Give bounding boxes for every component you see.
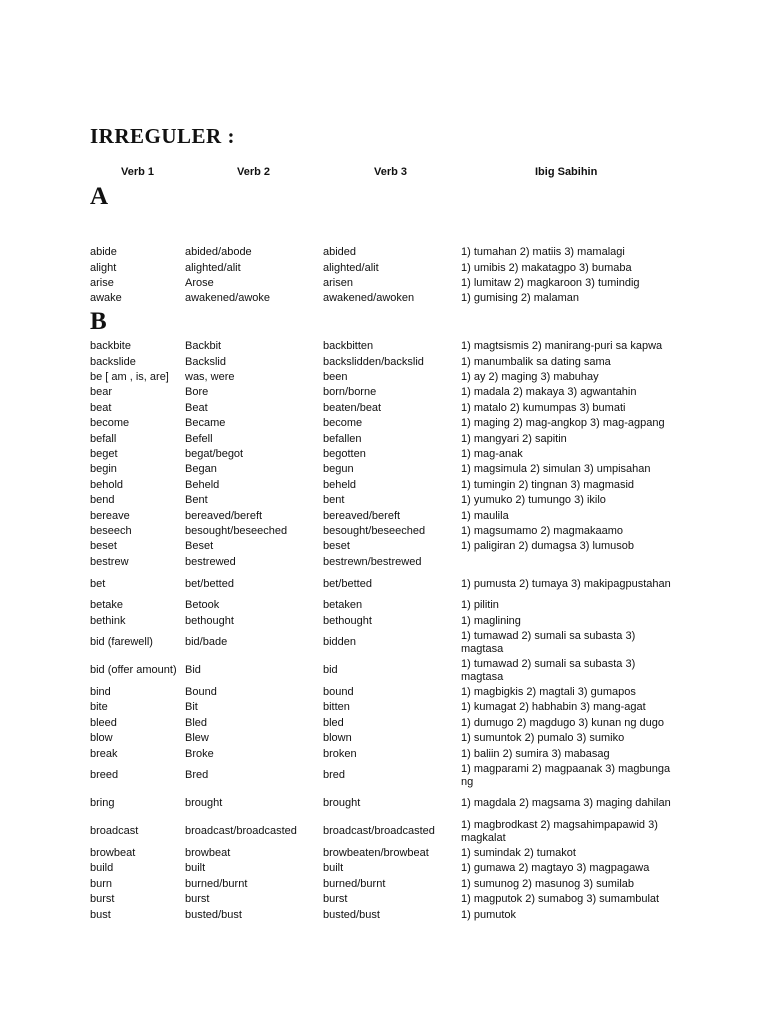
meaning-cell: 1) umibis 2) makatagpo 3) bumaba bbox=[461, 261, 632, 274]
verb3-cell: beset bbox=[323, 540, 350, 553]
verb2-cell: Backslid bbox=[185, 355, 226, 368]
verb3-cell: backbitten bbox=[323, 340, 374, 353]
verb2-cell: Bred bbox=[185, 769, 209, 782]
meaning-cell: 1) pumutok bbox=[461, 908, 517, 921]
verb1-cell: befall bbox=[90, 432, 117, 445]
verb2-cell: Beset bbox=[185, 540, 214, 553]
verb3-cell: begun bbox=[323, 463, 354, 476]
header-verb1: Verb 1 bbox=[121, 166, 155, 178]
verb3-cell: bent bbox=[323, 494, 345, 507]
verb2-cell: Betook bbox=[185, 599, 220, 612]
verb3-cell: bitten bbox=[323, 701, 350, 714]
verb2-cell: bid/bade bbox=[185, 636, 228, 649]
verb1-cell: broadcast bbox=[90, 825, 139, 838]
verb3-cell: bound bbox=[323, 685, 354, 698]
verb2-cell: bereaved/bereft bbox=[185, 509, 263, 522]
verb2-cell: Bled bbox=[185, 716, 208, 729]
verb3-cell: burst bbox=[323, 893, 348, 906]
verb1-cell: beat bbox=[90, 401, 112, 414]
verb1-cell: bleed bbox=[90, 716, 117, 729]
verb1-cell: backbite bbox=[90, 340, 131, 353]
table-row bbox=[0, 524, 768, 539]
verb3-cell: burned/burnt bbox=[323, 877, 386, 890]
verb1-cell: begin bbox=[90, 463, 117, 476]
meaning-cell: 1) magdala 2) magsama 3) maging dahilan bbox=[461, 797, 671, 810]
verb2-cell: Beat bbox=[185, 401, 208, 414]
table-row bbox=[0, 493, 768, 508]
header-verb2: Verb 2 bbox=[237, 166, 271, 178]
verb1-cell: burst bbox=[90, 893, 115, 906]
table-row bbox=[0, 370, 768, 385]
verb3-cell: bid bbox=[323, 664, 338, 677]
verb1-cell: awake bbox=[90, 292, 122, 305]
verb3-cell: broken bbox=[323, 747, 357, 760]
meaning-cell: 1) mag-anak bbox=[461, 447, 523, 460]
meaning-cell: 1) pumusta 2) tumaya 3) makipagpustahan bbox=[461, 577, 671, 590]
verb3-cell: bethought bbox=[323, 614, 372, 627]
verb1-cell: bear bbox=[90, 386, 113, 399]
meaning-cell: 1) sumunog 2) masunog 3) sumilab bbox=[461, 877, 635, 890]
table-row bbox=[0, 447, 768, 462]
meaning-cell: 1) ay 2) maging 3) mabuhay bbox=[461, 370, 599, 383]
header-verb3: Verb 3 bbox=[374, 166, 408, 178]
verb2-cell: Backbit bbox=[185, 340, 222, 353]
meaning-cell: 1) yumuko 2) tumungo 3) ikilo bbox=[461, 494, 606, 507]
verb1-cell: bind bbox=[90, 685, 111, 698]
verb2-cell: broadcast/broadcasted bbox=[185, 825, 297, 838]
table-row bbox=[0, 291, 768, 306]
meaning-cell: 1) pilitin bbox=[461, 599, 499, 612]
table-row bbox=[0, 478, 768, 493]
page-title: IRREGULER : bbox=[90, 124, 235, 148]
verb3-cell: born/borne bbox=[323, 386, 377, 399]
table-row bbox=[0, 892, 768, 907]
verb2-cell: Broke bbox=[185, 747, 214, 760]
meaning-cell: 1) tumahan 2) matiis 3) mamalagi bbox=[461, 246, 625, 259]
table-row bbox=[0, 629, 768, 657]
meaning-cell: 1) gumawa 2) magtayo 3) magpagawa bbox=[461, 862, 650, 875]
verb1-cell: beget bbox=[90, 447, 118, 460]
verb2-cell: besought/beseeched bbox=[185, 524, 288, 537]
verb2-cell: Beheld bbox=[185, 478, 220, 491]
table-row bbox=[0, 846, 768, 861]
verb1-cell: become bbox=[90, 417, 130, 430]
verb3-cell: busted/bust bbox=[323, 908, 380, 921]
meaning-cell: 1) matalo 2) kumumpas 3) bumati bbox=[461, 401, 626, 414]
table-row bbox=[0, 462, 768, 477]
verb2-cell: Blew bbox=[185, 732, 209, 745]
meaning-cell: 1) kumagat 2) habhabin 3) mang-agat bbox=[461, 701, 646, 714]
verb3-cell: been bbox=[323, 370, 348, 383]
verb1-cell: betake bbox=[90, 599, 124, 612]
verb2-cell: burst bbox=[185, 893, 210, 906]
verb1-cell: browbeat bbox=[90, 846, 136, 859]
verb2-cell: bestrewed bbox=[185, 555, 236, 568]
verb2-cell: Arose bbox=[185, 276, 214, 289]
verb2-cell: Bent bbox=[185, 494, 208, 507]
meaning-cell: 1) tumingin 2) tingnan 3) magmasid bbox=[461, 478, 635, 491]
verb1-cell: bite bbox=[90, 701, 108, 714]
verb3-cell: alighted/alit bbox=[323, 261, 379, 274]
verb2-cell: Bore bbox=[185, 386, 209, 399]
verb1-cell: bethink bbox=[90, 614, 126, 627]
header-meaning: Ibig Sabihin bbox=[535, 166, 598, 178]
verb1-cell: burn bbox=[90, 877, 113, 890]
verb1-cell: breed bbox=[90, 769, 119, 782]
verb1-cell: backslide bbox=[90, 355, 136, 368]
verb3-cell: besought/beseeched bbox=[323, 524, 426, 537]
table-row bbox=[0, 790, 768, 818]
meaning-cell: 1) manumbalik sa dating sama bbox=[461, 355, 611, 368]
table-row bbox=[0, 416, 768, 431]
meaning-cell: 1) lumitaw 2) magkaroon 3) tumindig bbox=[461, 276, 640, 289]
verb2-cell: browbeat bbox=[185, 846, 231, 859]
verb2-cell: begat/begot bbox=[185, 447, 244, 460]
verb1-cell: beseech bbox=[90, 524, 132, 537]
verb2-cell: Bound bbox=[185, 685, 217, 698]
verb3-cell: abided bbox=[323, 246, 357, 259]
table-row bbox=[0, 716, 768, 731]
table-row bbox=[0, 339, 768, 354]
verb3-cell: begotten bbox=[323, 447, 366, 460]
verb1-cell: alight bbox=[90, 261, 117, 274]
verb1-cell: bet bbox=[90, 577, 106, 590]
meaning-cell: 1) tumawad 2) sumali sa subasta 3) magtasa bbox=[461, 629, 636, 655]
table-row bbox=[0, 861, 768, 876]
meaning-cell: 1) magparami 2) magpaanak 3) magbunga ng bbox=[461, 762, 671, 788]
table-row bbox=[0, 385, 768, 400]
meaning-cell: 1) maglining bbox=[461, 614, 521, 627]
verb3-cell: bred bbox=[323, 769, 346, 782]
table-row bbox=[0, 539, 768, 554]
table-row bbox=[0, 907, 768, 922]
verb3-cell: bet/betted bbox=[323, 577, 372, 590]
table-row bbox=[0, 260, 768, 275]
verb3-cell: befallen bbox=[323, 432, 362, 445]
section-letter-a: A bbox=[90, 183, 109, 210]
table-row bbox=[0, 508, 768, 523]
verb1-cell: beset bbox=[90, 540, 117, 553]
table-row bbox=[0, 877, 768, 892]
table-row bbox=[0, 731, 768, 746]
table-row bbox=[0, 276, 768, 291]
verb1-cell: break bbox=[90, 747, 118, 760]
verb1-cell: bestrew bbox=[90, 555, 129, 568]
verb3-cell: broadcast/broadcasted bbox=[323, 825, 435, 838]
verb2-cell: abided/abode bbox=[185, 246, 252, 259]
verb3-cell: brought bbox=[323, 797, 361, 810]
verb2-cell: busted/bust bbox=[185, 908, 242, 921]
meaning-cell: 1) tumawad 2) sumali sa subasta 3) magtasa bbox=[461, 657, 636, 683]
verb1-cell: bid (offer amount) bbox=[90, 664, 177, 677]
meaning-cell: 1) sumindak 2) tumakot bbox=[461, 846, 576, 859]
table-row bbox=[0, 613, 768, 628]
meaning-cell: 1) magtsismis 2) manirang-puri sa kapwa bbox=[461, 340, 663, 353]
verb2-cell: brought bbox=[185, 797, 223, 810]
table-row bbox=[0, 598, 768, 613]
meaning-cell: 1) paligiran 2) dumagsa 3) lumusob bbox=[461, 540, 635, 553]
verb3-cell: bidden bbox=[323, 636, 357, 649]
verb2-cell: alighted/alit bbox=[185, 261, 241, 274]
meaning-cell: 1) maging 2) mag-angkop 3) mag-agpang bbox=[461, 417, 665, 430]
table-row bbox=[0, 700, 768, 715]
verb3-cell: beaten/beat bbox=[323, 401, 382, 414]
verb1-cell: blow bbox=[90, 732, 113, 745]
meaning-cell: 1) dumugo 2) magdugo 3) kunan ng dugo bbox=[461, 716, 665, 729]
table-row bbox=[0, 685, 768, 700]
verb2-cell: Bit bbox=[185, 701, 198, 714]
meaning-cell: 1) baliin 2) sumira 3) mabasag bbox=[461, 747, 610, 760]
verb3-cell: built bbox=[323, 862, 344, 875]
verb3-cell: blown bbox=[323, 732, 352, 745]
verb1-cell: bring bbox=[90, 797, 115, 810]
verb2-cell: Began bbox=[185, 463, 217, 476]
meaning-cell: 1) maulila bbox=[461, 509, 509, 522]
verb1-cell: arise bbox=[90, 276, 114, 289]
meaning-cell: 1) magbigkis 2) magtali 3) gumapos bbox=[461, 685, 636, 698]
meaning-cell: 1) gumising 2) malaman bbox=[461, 292, 579, 305]
verb3-cell: betaken bbox=[323, 599, 363, 612]
verb1-cell: bust bbox=[90, 908, 111, 921]
verb3-cell: arisen bbox=[323, 276, 353, 289]
verb3-cell: awakened/awoken bbox=[323, 292, 415, 305]
verb2-cell: was, were bbox=[185, 370, 235, 383]
meaning-cell: 1) sumuntok 2) pumalo 3) sumiko bbox=[461, 732, 625, 745]
meaning-cell: 1) magbrodkast 2) magsahimpapawid 3) magkalat bbox=[461, 818, 658, 844]
table-row bbox=[0, 245, 768, 260]
table-row bbox=[0, 762, 768, 790]
verb1-cell: bereave bbox=[90, 509, 130, 522]
meaning-cell bbox=[461, 555, 676, 570]
table-row bbox=[0, 657, 768, 685]
verb2-cell: awakened/awoke bbox=[185, 292, 271, 305]
verb3-cell: bereaved/bereft bbox=[323, 509, 401, 522]
verb1-cell: build bbox=[90, 862, 114, 875]
verb1-cell: behold bbox=[90, 478, 124, 491]
verb3-cell: beheld bbox=[323, 478, 357, 491]
verb2-cell: bet/betted bbox=[185, 577, 234, 590]
meaning-cell: 1) magputok 2) sumabog 3) sumambulat bbox=[461, 893, 660, 906]
verb1-cell: bend bbox=[90, 494, 115, 507]
table-row bbox=[0, 570, 768, 598]
verb3-cell: browbeaten/browbeat bbox=[323, 846, 429, 859]
table-row bbox=[0, 431, 768, 446]
table-row bbox=[0, 818, 768, 846]
verb1-cell: bid (farewell) bbox=[90, 636, 153, 649]
verb2-cell: Became bbox=[185, 417, 226, 430]
meaning-cell: 1) madala 2) makaya 3) agwantahin bbox=[461, 386, 637, 399]
section-letter-b: B bbox=[90, 308, 107, 335]
verb1-cell: be [ am , is, are] bbox=[90, 370, 169, 383]
table-row bbox=[0, 555, 768, 570]
verb2-cell: built bbox=[185, 862, 206, 875]
meaning-cell: 1) mangyari 2) sapitin bbox=[461, 432, 567, 445]
meaning-cell: 1) magsimula 2) simulan 3) umpisahan bbox=[461, 463, 651, 476]
verb2-cell: Bid bbox=[185, 664, 201, 677]
verb2-cell: bethought bbox=[185, 614, 234, 627]
verb2-cell: burned/burnt bbox=[185, 877, 248, 890]
meaning-cell: 1) magsumamo 2) magmakaamo bbox=[461, 524, 624, 537]
verb1-cell: abide bbox=[90, 246, 117, 259]
verb3-cell: bestrewn/bestrewed bbox=[323, 555, 422, 568]
table-row bbox=[0, 401, 768, 416]
verb3-cell: backslidden/backslid bbox=[323, 355, 424, 368]
table-row bbox=[0, 746, 768, 761]
verb3-cell: bled bbox=[323, 716, 344, 729]
verb3-cell: become bbox=[323, 417, 363, 430]
table-row bbox=[0, 354, 768, 369]
verb2-cell: Befell bbox=[185, 432, 213, 445]
